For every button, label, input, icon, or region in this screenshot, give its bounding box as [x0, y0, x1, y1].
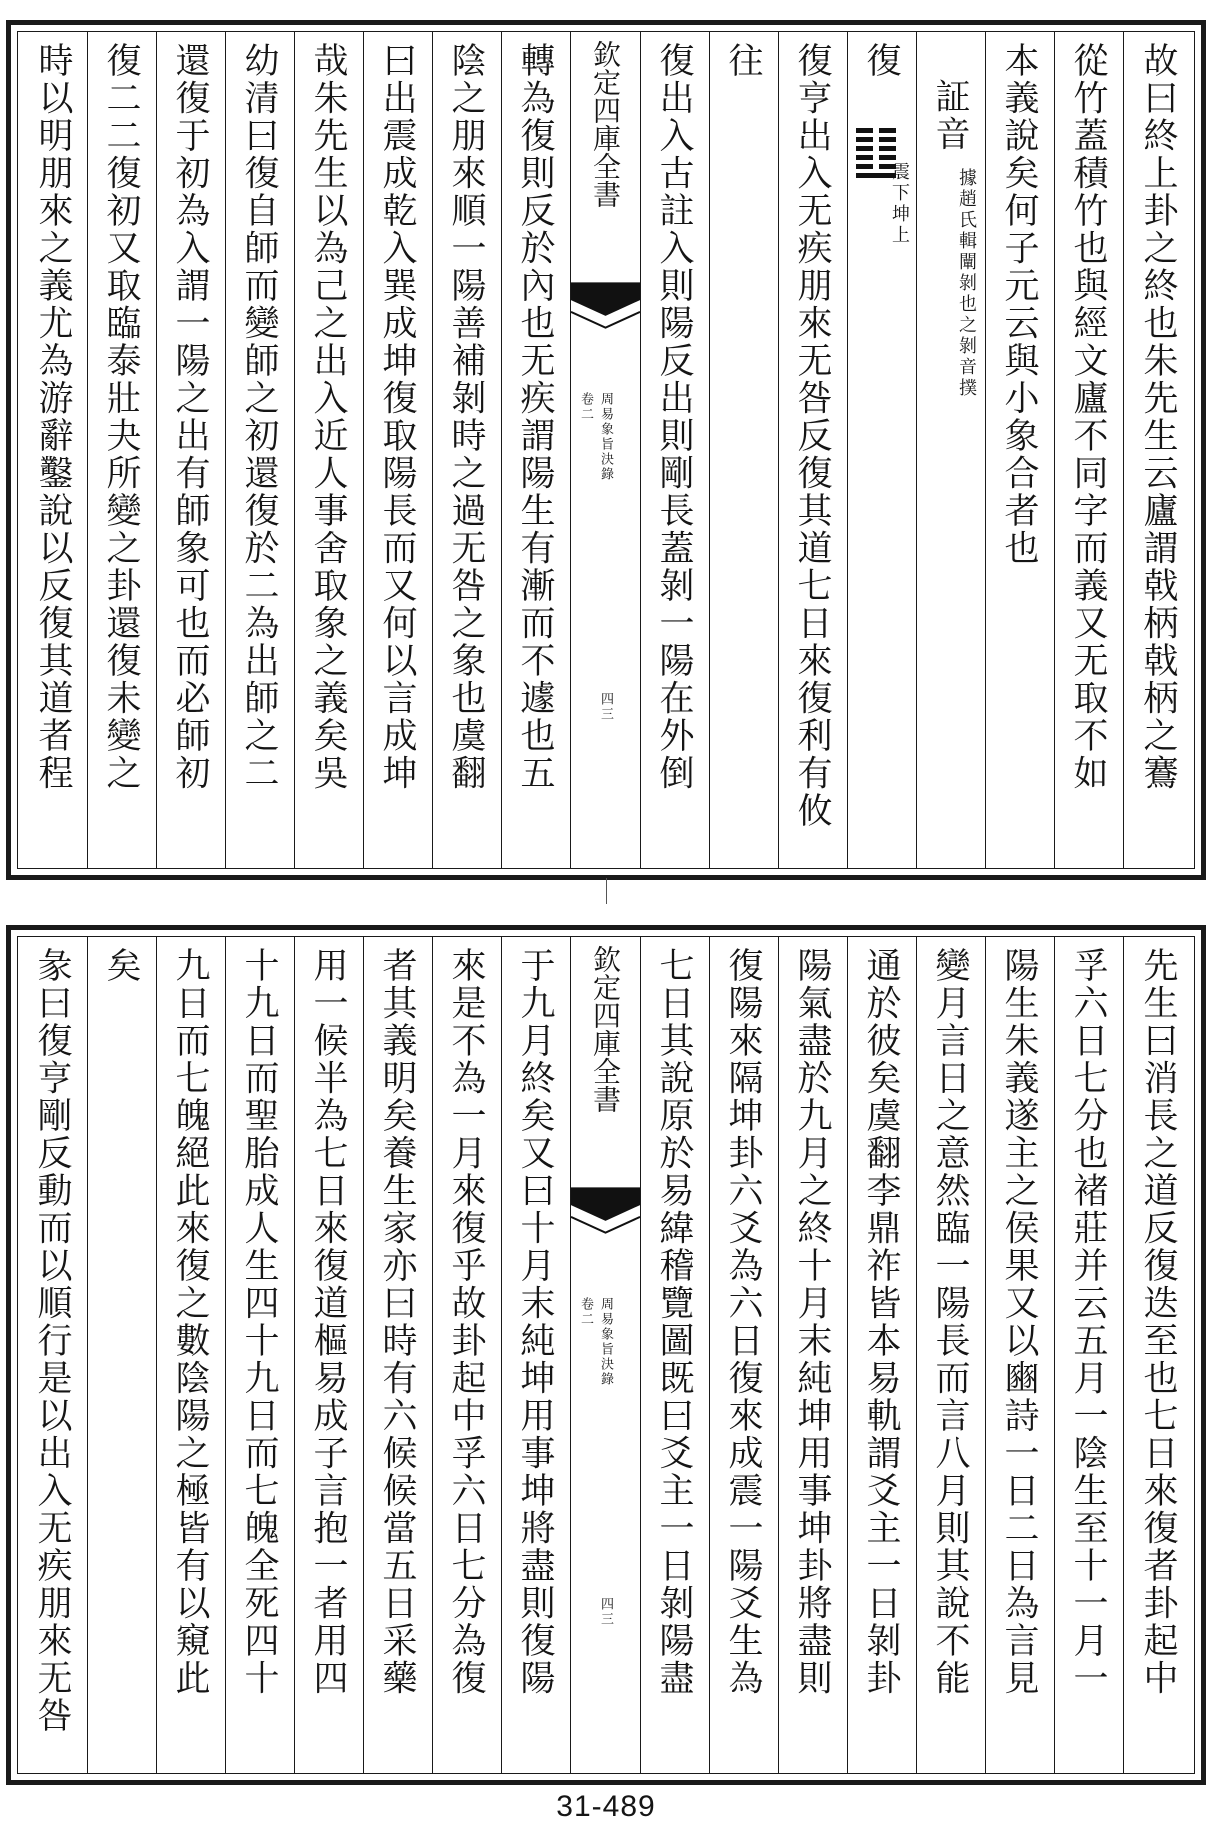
column-text: 復出入古註入則陽反出則剛長蓋剝一陽在外倒 — [654, 42, 694, 792]
bottom-page — [6, 925, 1206, 1785]
center-title: 周易象旨決錄 — [598, 392, 613, 482]
text-column — [88, 32, 157, 868]
column-text: 復亨出入无疾朋來无咎反復其道七日來復利有攸 — [792, 42, 832, 830]
text-column — [917, 937, 986, 1773]
column-text: 哉朱先生以為己之出入近人事舍取象之義矣吳 — [308, 42, 348, 792]
text-column — [710, 32, 779, 868]
text-column — [157, 937, 226, 1773]
text-column — [710, 937, 779, 1773]
text-column — [295, 937, 364, 1773]
column-text: 幼清曰復自師而變師之初還復於二為出師之二 — [239, 42, 279, 792]
fish-tail-ornament — [571, 1187, 640, 1235]
fold-mark — [606, 878, 607, 904]
column-text: 用一候半為七日來復道樞易成子言抱一者用四 — [308, 947, 348, 1697]
text-column — [226, 937, 295, 1773]
top-page-frame — [17, 31, 1195, 869]
text-column — [364, 32, 433, 868]
column-text: 來是不為一月來復乎故卦起中孚六日七分為復 — [446, 947, 486, 1697]
column-text: 陰之朋來順一陽善補剝時之過无咎之象也虞翻 — [446, 42, 486, 792]
text-column — [986, 32, 1055, 868]
text-column — [364, 937, 433, 1773]
column-text: 變月言日之意然臨一陽長而言八月則其說不能 — [930, 947, 970, 1697]
column-text: 從竹蓋積竹也與經文廬不同字而義又无取不如 — [1068, 42, 1108, 792]
column-text: 孚六日七分也褚莊并云五月一陰生至十一月一 — [1068, 947, 1108, 1697]
column-text: 陽生朱義遂主之侯果又以豳詩一日二日為言見 — [999, 947, 1039, 1697]
text-column — [1124, 32, 1193, 868]
column-text: 復陽來隔坤卦六爻為六日復來成震一陽爻生為 — [723, 947, 763, 1697]
column-text: 往 — [723, 42, 763, 80]
column-text: 先生曰消長之道反復迭至也七日來復者卦起中 — [1138, 947, 1178, 1697]
column-text: 轉為復則反於內也无疾謂陽生有漸而不遽也五 — [515, 42, 555, 792]
text-column — [433, 937, 502, 1773]
column-text: 通於彼矣虞翻李鼎祚皆本易軌謂爻主一日剝卦 — [861, 947, 901, 1697]
center-band — [571, 32, 641, 868]
juan-label: 卷二 — [578, 1297, 593, 1327]
book-title: 欽定四庫全書 — [589, 40, 622, 208]
column-text: 矣 — [101, 947, 141, 985]
column-text: 陽氣盡於九月之終十月末純坤用事坤卦將盡則 — [792, 947, 832, 1697]
text-column — [502, 32, 571, 868]
book-title: 欽定四庫全書 — [589, 945, 622, 1113]
text-column — [986, 937, 1055, 1773]
small-annotation: 據趙氏輯闡剝也之剝音撲 — [956, 168, 977, 399]
text-column — [18, 937, 88, 1773]
bottom-page-frame — [17, 936, 1195, 1774]
column-text: 彖曰復亨剛反動而以順行是以出入无疾朋來无咎 — [32, 947, 72, 1735]
text-column — [157, 32, 226, 868]
page-number: 31-489 — [556, 1790, 656, 1823]
center-title: 周易象旨決錄 — [598, 1297, 613, 1387]
text-column — [1055, 32, 1124, 868]
column-text: 曰出震成乾入巽成坤復取陽長而又何以言成坤 — [377, 42, 417, 792]
column-text: 于九月終矣又曰十月末純坤用事坤將盡則復陽 — [515, 947, 555, 1697]
text-column — [226, 32, 295, 868]
column-text: 十九日而聖胎成人生四十九日而七魄全死四十 — [239, 947, 279, 1697]
text-column — [502, 937, 571, 1773]
text-column — [295, 32, 364, 868]
column-text: 七日其說原於易緯稽覽圖既曰爻主一日剝陽盡 — [654, 947, 694, 1697]
folio-number: 四三 — [598, 1597, 613, 1627]
text-column — [88, 937, 157, 1773]
folio-number: 四三 — [598, 692, 613, 722]
column-text: 九日而七魄絕此來復之數陰陽之極皆有以窺此 — [170, 947, 210, 1697]
fish-tail-ornament — [571, 282, 640, 330]
column-text: 時以明朋來之義尤為游辭鑿說以反復其道者程 — [33, 42, 73, 792]
text-column — [1124, 937, 1193, 1773]
column-text: 証音 — [930, 78, 970, 153]
column-text: 故曰終上卦之終也朱先生云廬謂戟柄戟柄之鶱 — [1138, 42, 1178, 792]
text-column — [1055, 937, 1124, 1773]
column-text: 還復于初為入謂一陽之出有師象可也而必師初 — [170, 42, 210, 792]
column-text: 者其義明矣養生家亦曰時有六候候當五日采藥 — [377, 947, 417, 1697]
text-column — [779, 32, 848, 868]
text-column — [641, 32, 710, 868]
column-text: 本義說矣何子元云與小象合者也 — [999, 42, 1039, 567]
text-column — [641, 937, 710, 1773]
top-page — [6, 20, 1206, 880]
center-band — [571, 937, 641, 1773]
text-column — [779, 937, 848, 1773]
text-column-border — [18, 32, 88, 868]
text-column — [433, 32, 502, 868]
trigram-label: 震下坤上 — [889, 162, 910, 246]
hexagram-name: 復 — [861, 42, 901, 80]
column-text: 復二二復初又取臨泰壯夬所變之卦還復未變之 — [101, 42, 141, 792]
text-column — [848, 937, 917, 1773]
text-column — [917, 32, 986, 868]
juan-label: 卷二 — [578, 392, 593, 422]
